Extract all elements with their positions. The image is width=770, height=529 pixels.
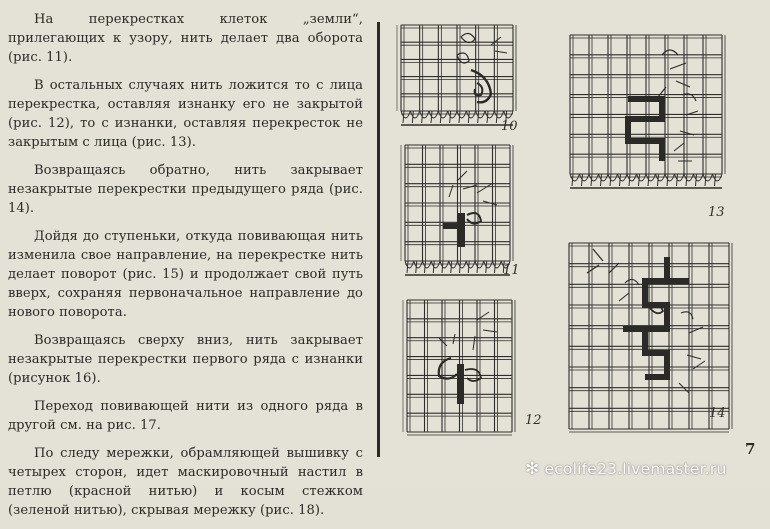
figure-13-illustration bbox=[570, 35, 722, 190]
page-number: 7 bbox=[745, 440, 756, 458]
figure-14-number: 14 bbox=[709, 406, 726, 421]
mesh-grid bbox=[570, 35, 725, 188]
figure-13 bbox=[570, 35, 725, 220]
mesh-grid bbox=[397, 25, 516, 125]
figure-12-illustration bbox=[407, 300, 512, 432]
figure-14-illustration bbox=[569, 243, 729, 429]
column-divider bbox=[377, 22, 380, 457]
figure-10-illustration bbox=[401, 25, 513, 127]
mesh-grid bbox=[569, 243, 732, 432]
figure-10 bbox=[401, 25, 518, 134]
figure-12-number: 12 bbox=[525, 413, 542, 428]
paragraph-5: Возвращаясь сверху вниз, нить закрывает незакрытые перекрестки первого ряда с изнанки (рисунок 16). bbox=[8, 333, 363, 386]
paragraph-1: На перекрестках клеток „земли“, прилегающих к узору, нить делает два оборота (рис. 11). bbox=[8, 12, 363, 65]
figure-11 bbox=[405, 145, 520, 278]
figure-10-number: 10 bbox=[501, 119, 518, 134]
figure-11-illustration bbox=[405, 145, 510, 277]
mesh-grid bbox=[401, 145, 513, 275]
snowflake-icon: ✻ bbox=[525, 459, 540, 479]
paragraph-4: Дойдя до ступеньки, откуда повивающая нить изменила свое направление, на перекрестке нить делает поворот (рис. 15) и продолжает свой путь вверх, сохраняя первоначальное направление до нового поворота. bbox=[8, 229, 363, 320]
watermark bbox=[525, 459, 727, 479]
paragraph-3: Возвращаясь обратно, нить закрывает незакрытые перекрестки предыдущего ряда (рис. 14). bbox=[8, 163, 363, 216]
paragraph-2: В остальных случаях нить ложится то с лица перекрестка, оставляя изнанку его не закрытой (рис. 12), то с изнанки, оставляя перекресток не закрытым с лица (рис. 13). bbox=[8, 78, 363, 150]
paragraph-7: По следу мережки, обрамляющей вышивку с четырех сторон, идет маскировочный настил в петлю (красной нитью) и косым стежком (зеленой нитью), скрывая мережку (рис. 18). bbox=[8, 446, 363, 518]
figure-12 bbox=[407, 300, 542, 432]
figure-14 bbox=[569, 243, 729, 429]
text-column bbox=[8, 10, 363, 529]
figure-13-number: 13 bbox=[708, 205, 725, 220]
watermark-text: ecolife23.livemaster.ru bbox=[544, 460, 727, 478]
paragraph-6: Переход повивающей нити из одного ряда в другой см. на рис. 17. bbox=[8, 399, 363, 433]
figure-11-number: 11 bbox=[503, 263, 520, 278]
